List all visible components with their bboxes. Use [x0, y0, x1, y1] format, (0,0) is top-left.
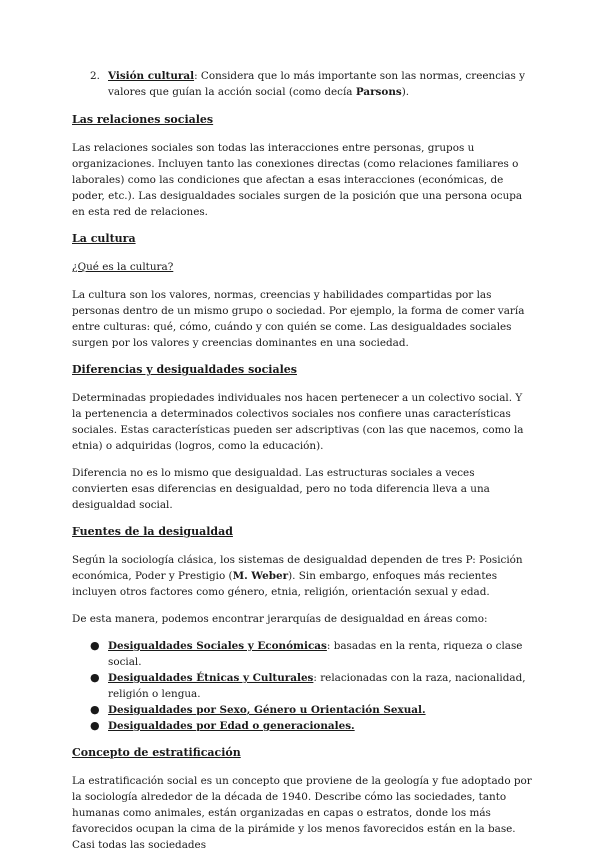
bullet-icon: ● [90, 703, 100, 716]
fuentes-text-b: ). Sin embargo, enfoques más recientes incluyen otros factores como género, etnia, religión, orientación sexual y edad. [72, 570, 498, 598]
heading-cultura: La cultura [72, 232, 136, 245]
list-item-text: : basadas en la renta, riqueza o clase social. [108, 640, 523, 668]
numbered-item-vision-cultural [72, 68, 532, 100]
list-item [90, 718, 532, 734]
list-item [90, 638, 532, 670]
paragraph-cultura: La cultura son los valores, normas, creencias y habilidades compartidas por las personas dentro de un mismo grupo o sociedad. Por ejemplo, la forma de comer varía entre culturas: qué, cómo, cuándo y con quién se come. Las desigualdades sociales surgen por los valores y creencias dominantes en una sociedad. [72, 289, 525, 349]
paragraph-relaciones: Las relaciones sociales son todas las interacciones entre personas, grupos u organizaciones. Incluyen tanto las conexiones directas (como relaciones familiares o laborales) como las condiciones que afectan a esas interacciones (económicas, de poder, etc.). Las desigualdades sociales surgen de la posición que una persona ocupa en esta red de relaciones. [72, 142, 523, 218]
bullet-icon: ● [90, 639, 100, 652]
fuentes-author: M. Weber [232, 570, 289, 582]
bullet-icon: ● [90, 671, 100, 684]
list-item-term: Desigualdades por Sexo, Género u Orientación Sexual. [108, 704, 426, 716]
list-item-term: Desigualdades por Edad o generacionales. [108, 720, 355, 732]
item-term: Visión cultural [108, 70, 195, 82]
heading-relaciones: Las relaciones sociales [72, 113, 214, 126]
bullet-icon: ● [90, 719, 100, 732]
desigualdades-list [72, 638, 532, 734]
paragraph-diferencias-2: Diferencia no es lo mismo que desigualdad. Las estructuras sociales a veces convierten esas diferencias en desigualdad, pero no toda diferencia lleva a una desigualdad social. [72, 467, 490, 511]
list-item-term: Desigualdades Étnicas y Culturales [108, 672, 314, 684]
heading-fuentes: Fuentes de la desigualdad [72, 525, 233, 538]
paragraph-fuentes-1 [72, 552, 532, 600]
paragraph-fuentes-2: De esta manera, podemos encontrar jerarquías de desigualdad en áreas como: [72, 613, 488, 625]
item-body [108, 68, 532, 100]
document-content [72, 68, 532, 864]
paragraph-diferencias-1: Determinadas propiedades individuales nos hacen pertenecer a un colectivo social. Y la pertenencia a determinados colectivos sociales nos confiere unas características sociales. Estas características pueden ser adscriptivas (con las que nacemos, como la etnia) o adquiridas (logros, como la educación). [72, 392, 524, 452]
list-item-text: : relacionadas con la raza, nacionalidad, religión o lengua. [108, 672, 526, 700]
heading-estratificacion: Concepto de estratificación [72, 746, 241, 759]
heading-diferencias: Diferencias y desigualdades sociales [72, 363, 297, 376]
item-text-b: ). [401, 86, 410, 98]
subheading-que-es-cultura: ¿Qué es la cultura? [72, 261, 174, 273]
list-item [90, 702, 532, 718]
item-author: Parsons [355, 86, 402, 98]
item-text-a: : Considera que lo más importante son las normas, creencias y valores que guían la acción social (como decía [108, 70, 526, 98]
list-item [90, 670, 532, 702]
item-number: 2. [90, 70, 100, 82]
fuentes-text-a: Según la sociología clásica, los sistemas de desigualdad dependen de tres P: Posición económica, Poder y Prestigio ( [72, 554, 523, 582]
list-item-term: Desigualdades Sociales y Económicas [108, 640, 327, 652]
paragraph-estratificacion: La estratificación social es un concepto que proviene de la geología y fue adoptado por la sociología alrededor de la década de 1940. Describe cómo las sociedades, tanto humanas como animales, están organizadas en capas o estratos, donde los más favorecidos ocupan la cima de la pirámide y los menos favorecidos están en la base. Casi todas las sociedades [72, 775, 532, 851]
